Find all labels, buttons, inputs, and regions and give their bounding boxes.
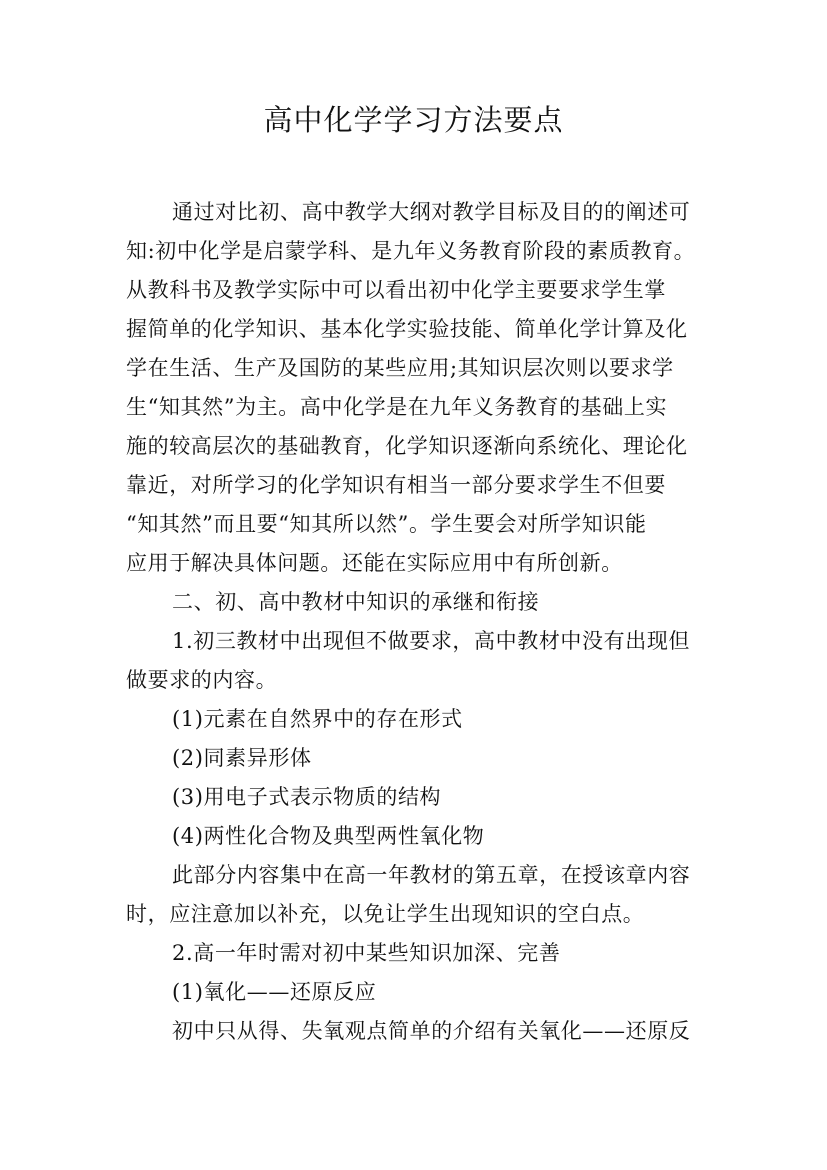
paragraph-tail (126, 1012, 704, 1051)
text-line: (1)氧化——还原反应 (172, 980, 377, 1004)
text-line: (3)用电子式表示物质的结构 (172, 785, 442, 809)
text-line: 施的较高层次的基础教育，化学知识逐渐向系统化、理论化 (126, 434, 688, 458)
text-line: (2)同素异形体 (172, 746, 312, 770)
paragraph-note (126, 856, 704, 934)
text-line: 学在生活、生产及国防的某些应用;其知识层次则以要求学 (126, 356, 674, 380)
text-line: 握简单的化学知识、基本化学实验技能、简单化学计算及化 (126, 317, 688, 341)
text-line: (4)两性化合物及典型两性氧化物 (172, 824, 485, 848)
text-line: 知:初中化学是启蒙学科、是九年义务教育阶段的素质教育。 (126, 239, 696, 263)
list-item (126, 700, 704, 739)
text-line: (1)元素在自然界中的存在形式 (172, 707, 463, 731)
list-item (126, 778, 704, 817)
text-line: 初中只从得、失氧观点简单的介绍有关氧化——还原反 (172, 1019, 691, 1043)
text-line: 做要求的内容。 (126, 668, 278, 692)
document-title: 高中化学学习方法要点 (263, 103, 564, 137)
text-line: 时，应注意加以补充，以免让学生出现知识的空白点。 (126, 902, 645, 926)
document-body (126, 193, 704, 1051)
list-item (126, 739, 704, 778)
list-item (126, 973, 704, 1012)
section-heading (126, 583, 704, 622)
text-line: 应用于解决具体问题。还能在实际应用中有所创新。 (126, 551, 623, 575)
text-line: “知其然”而且要“知其所以然”。学生要会对所学知识能 (126, 512, 647, 536)
text-line: 从教科书及教学实际中可以看出初中化学主要要求学生掌 (126, 278, 666, 302)
list-item (126, 817, 704, 856)
text-line: 二、初、高中教材中知识的承继和衔接 (172, 590, 540, 614)
text-line: 靠近，对所学习的化学知识有相当一部分要求学生不但要 (126, 473, 666, 497)
text-line: 2.高一年时需对初中某些知识加深、完善 (172, 941, 561, 965)
text-line: 此部分内容集中在高一年教材的第五章，在授该章内容 (172, 863, 691, 887)
paragraph-item-1 (126, 622, 704, 700)
paragraph-intro (126, 193, 704, 583)
paragraph-item-2 (126, 934, 704, 973)
text-line: 1.初三教材中出现但不做要求，高中教材中没有出现但 (172, 629, 691, 653)
text-line: 通过对比初、高中教学大纲对教学目标及目的的阐述可 (172, 200, 691, 224)
text-line: 生“知其然”为主。高中化学是在九年义务教育的基础上实 (126, 395, 668, 419)
